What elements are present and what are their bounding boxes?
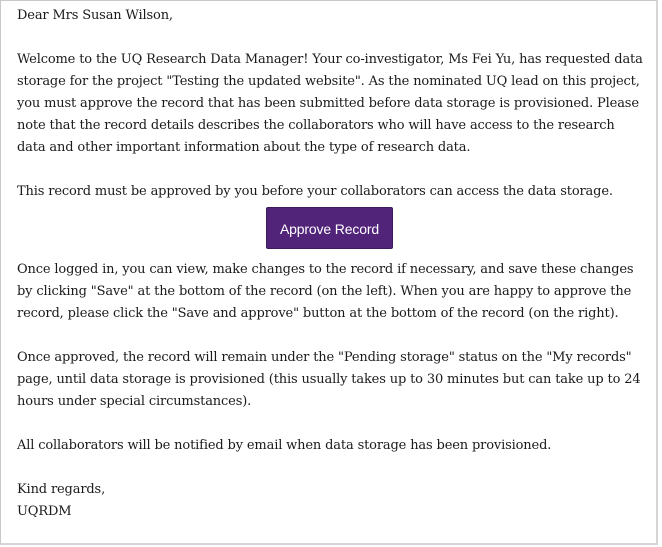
signoff: Kind regards, — [17, 482, 106, 497]
button-row — [17, 203, 643, 259]
approved-paragraph: Once approved, the record will remain under the "Pending storage" status on the "My records" page, until data storage is provisioned (this usually takes up to 30 minutes but can take up to 24 hours under special circumstances). — [17, 350, 641, 409]
email-body — [17, 5, 643, 523]
intro-paragraph: Welcome to the UQ Research Data Manager! Your co-investigator, Ms Fei Yu, has requested data storage for the project "Testing the updated website". As the nominated UQ lead on this project, you must approve the record that has been submitted before data storage is provisioned. Please note that the record details describes the collaborators who will have access to the research data and other important information about the type of research data. — [17, 52, 643, 155]
approve-record-button[interactable]: Approve Record — [266, 207, 393, 249]
logged-in-paragraph: Once logged in, you can view, make changes to the record if necessary, and save these changes by clicking "Save" at the bottom of the record (on the left). When you are happy to approve the record, please click the "Save and approve" button at the bottom of the record (on the right). — [17, 262, 634, 321]
requirement-paragraph: This record must be approved by you before your collaborators can access the data storage. — [17, 184, 613, 199]
greeting: Dear Mrs Susan Wilson, — [17, 8, 173, 23]
sender: UQRDM — [17, 504, 72, 519]
notification-paragraph: All collaborators will be notified by email when data storage has been provisioned. — [17, 438, 552, 453]
